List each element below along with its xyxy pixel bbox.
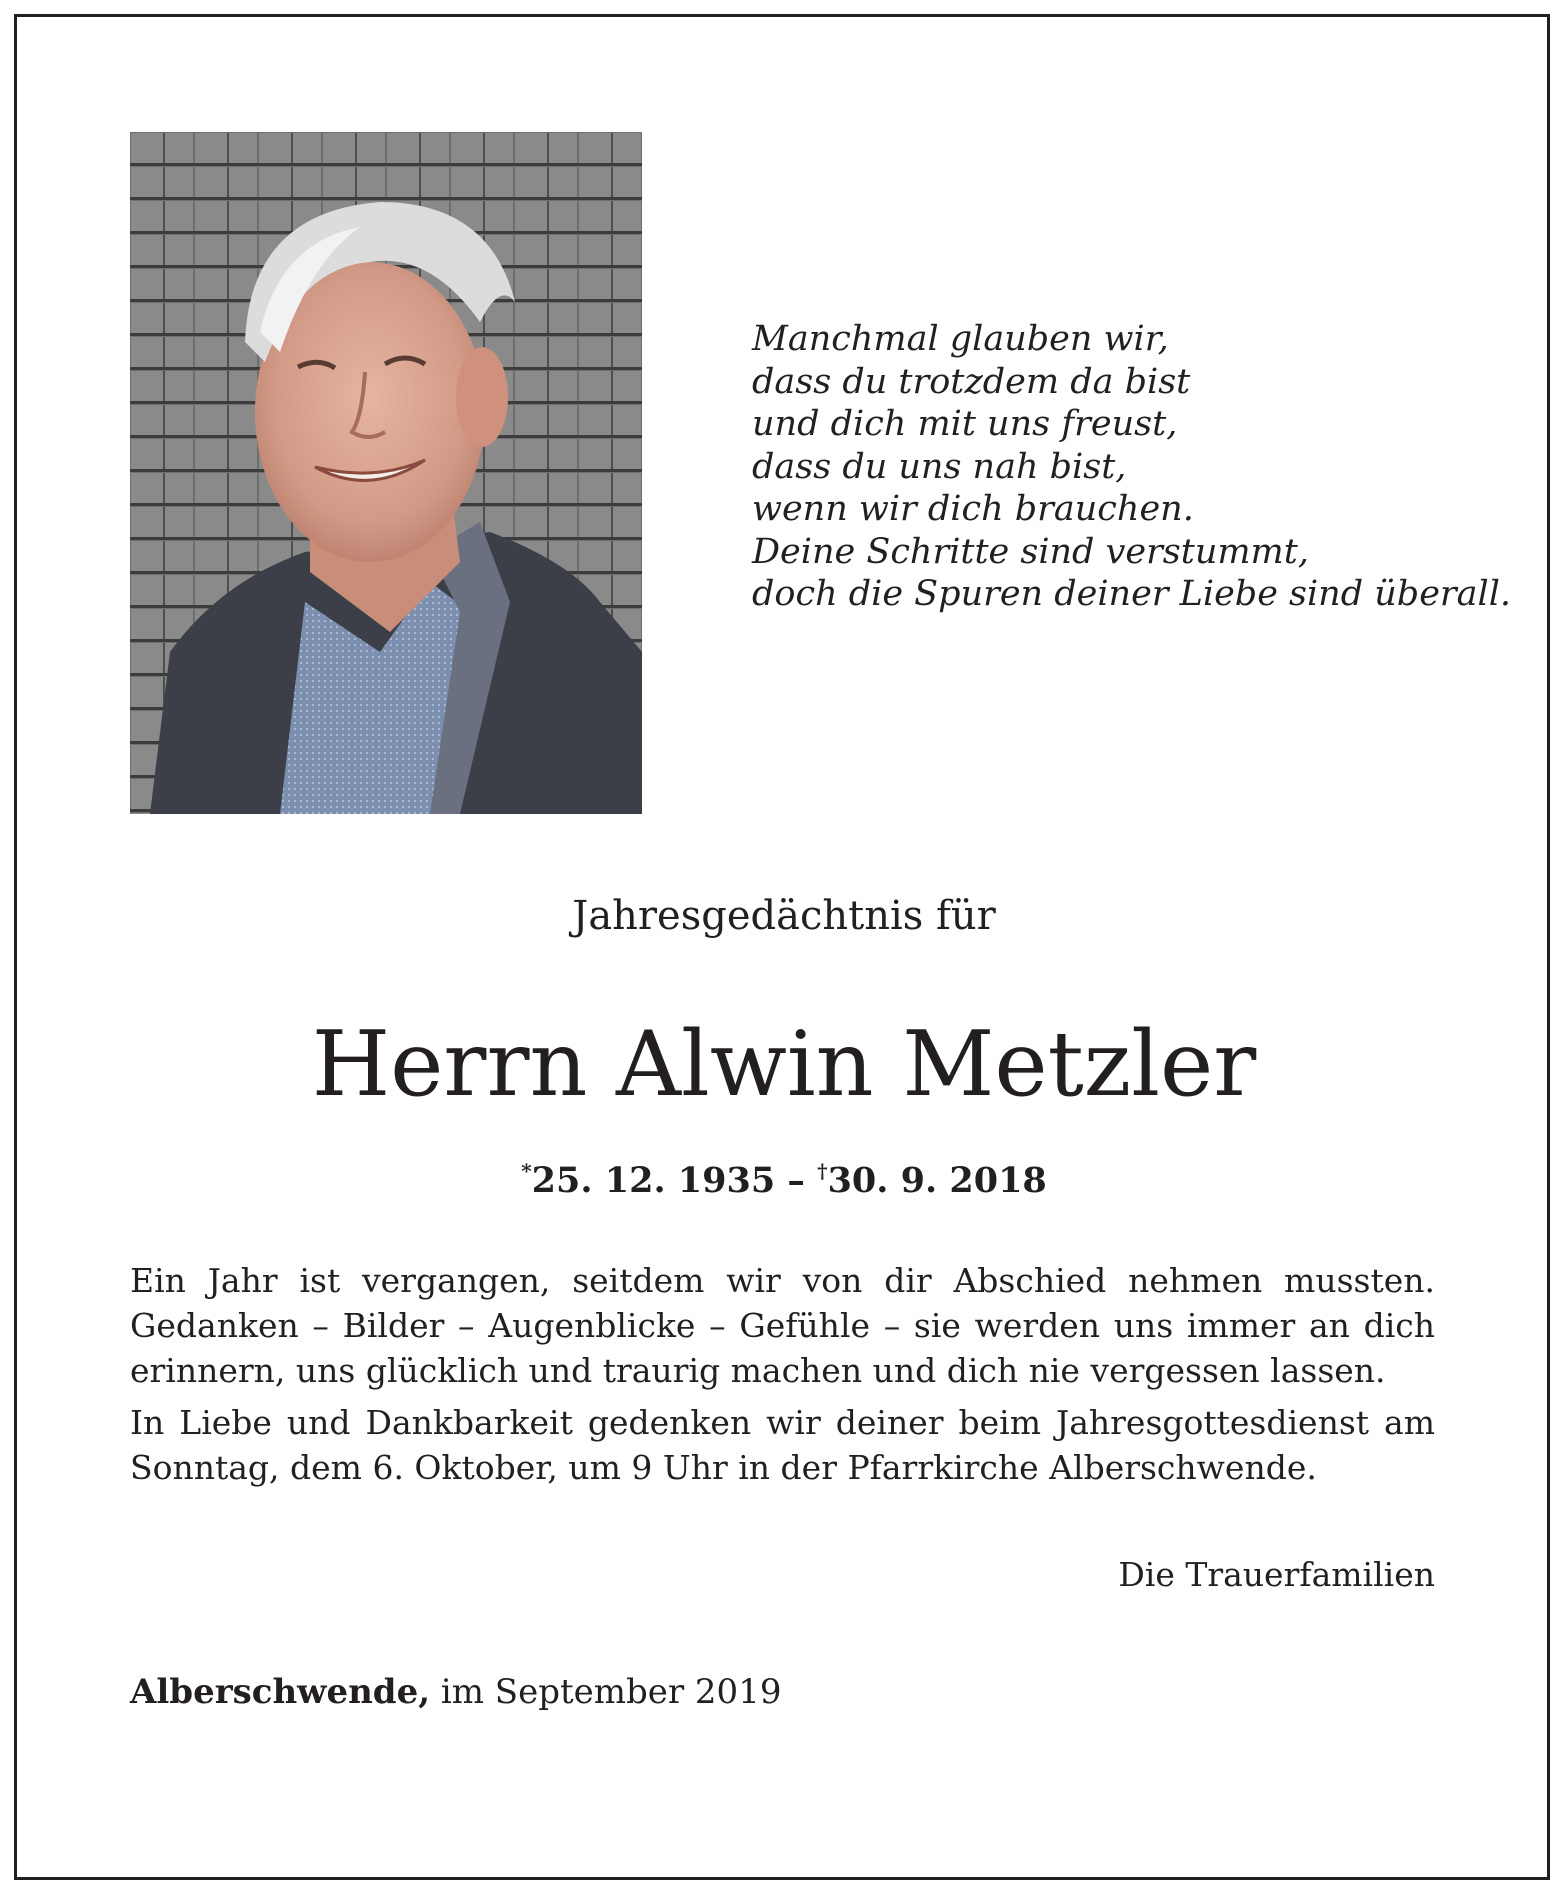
portrait-photo xyxy=(130,132,642,814)
poem-line: Manchmal glauben wir, xyxy=(752,319,1169,359)
life-dates xyxy=(0,1148,1568,1204)
death-date: 30. 9. 2018 xyxy=(827,1160,1047,1201)
poem-line: wenn wir dich brauchen. xyxy=(752,489,1194,529)
body-paragraph-1: Ein Jahr ist vergangen, seitdem wir von dir Abschied nehmen mussten. Gedanken – Bilder – Augenblicke – Gefühle – sie werden uns immer an dich erinnern, uns glücklich und traurig machen und dich nie vergessen lassen. xyxy=(130,1261,1435,1390)
birth-symbol: * xyxy=(521,1159,532,1183)
poem-line: dass du trotzdem da bist xyxy=(752,361,1191,402)
poem-line: dass du uns nah bist, xyxy=(752,446,1127,487)
date-separator: – xyxy=(775,1160,818,1201)
poem-line: Deine Schritte sind verstummt, xyxy=(752,531,1309,572)
notice-date: im September 2019 xyxy=(430,1672,782,1712)
portrait-photo-icon xyxy=(130,132,642,814)
place-name: Alberschwende, xyxy=(130,1672,431,1712)
place-and-date xyxy=(130,1669,781,1715)
signature: Die Trauerfamilien xyxy=(1118,1555,1435,1594)
poem-line: und dich mit uns freust, xyxy=(752,404,1178,444)
poem-line: doch die Spuren deiner Liebe sind überall. xyxy=(752,574,1512,614)
memorial-intro: Jahresgedächtnis für xyxy=(572,893,996,939)
death-symbol: † xyxy=(817,1159,828,1183)
memorial-poem xyxy=(752,318,1512,616)
deceased-name: Herrn Alwin Metzler xyxy=(311,1012,1257,1117)
birth-date: 25. 12. 1935 xyxy=(531,1160,776,1201)
body-paragraph-2: In Liebe und Dankbarkeit gedenken wir deiner beim Jahresgottesdienst am Sonntag, dem 6. Oktober, um 9 Uhr in der Pfarrkirche Alberschwende. xyxy=(130,1403,1435,1487)
